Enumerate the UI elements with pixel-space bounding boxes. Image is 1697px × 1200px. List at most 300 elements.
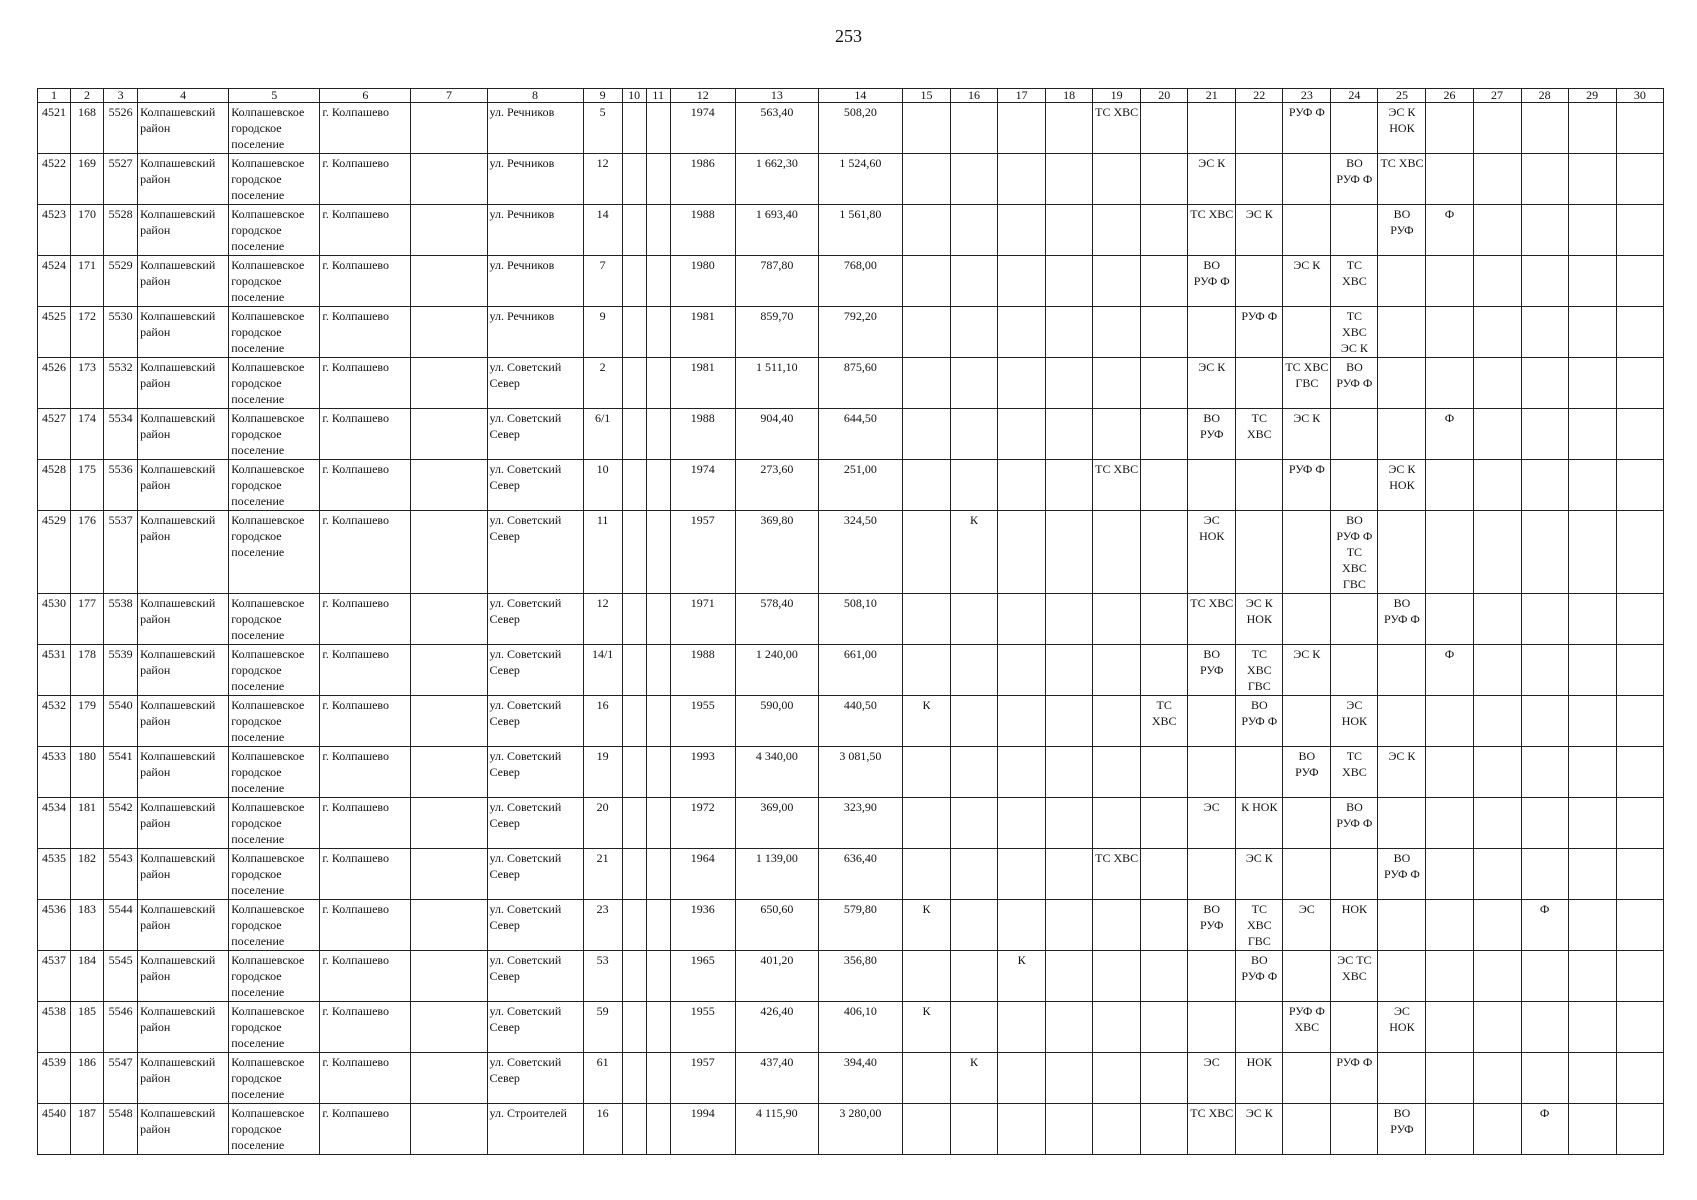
cell-col-20 [1141, 307, 1188, 358]
column-header-24: 24 [1331, 89, 1378, 103]
cell-col-29 [1568, 900, 1616, 951]
cell-col-25 [1378, 358, 1426, 409]
column-header-19: 19 [1093, 89, 1141, 103]
cell-col-27 [1473, 645, 1521, 696]
cell-col-12: 1988 [670, 205, 735, 256]
table-row [38, 900, 1664, 951]
cell-col-27 [1473, 594, 1521, 645]
cell-col-15 [902, 1104, 950, 1155]
cell-col-27 [1473, 103, 1521, 154]
cell-col-8: ул. Строителей [487, 1104, 583, 1155]
cell-col-12: 1964 [670, 849, 735, 900]
cell-col-17: К [998, 951, 1046, 1002]
cell-col-7 [411, 103, 487, 154]
cell-col-19 [1093, 900, 1141, 951]
cell-col-4: Колпашевский район [138, 696, 229, 747]
cell-col-2: 182 [71, 849, 104, 900]
cell-col-17 [998, 696, 1046, 747]
cell-col-30 [1616, 205, 1663, 256]
table-row [38, 696, 1664, 747]
table-row [38, 645, 1664, 696]
column-header-7: 7 [411, 89, 487, 103]
cell-col-15 [902, 307, 950, 358]
cell-col-8: ул. Советский Север [487, 1053, 583, 1104]
cell-col-13: 437,40 [735, 1053, 818, 1104]
cell-col-10 [622, 798, 646, 849]
cell-col-20 [1141, 594, 1188, 645]
cell-col-21 [1188, 103, 1236, 154]
cell-col-19 [1093, 798, 1141, 849]
cell-col-19 [1093, 409, 1141, 460]
cell-col-28 [1521, 594, 1568, 645]
cell-col-4: Колпашевский район [138, 460, 229, 511]
cell-col-12: 1994 [670, 1104, 735, 1155]
cell-col-18 [1046, 154, 1093, 205]
cell-col-2: 184 [71, 951, 104, 1002]
cell-col-3: 5527 [104, 154, 138, 205]
cell-col-2: 179 [71, 696, 104, 747]
cell-col-8: ул. Речников [487, 307, 583, 358]
cell-col-15: К [902, 1002, 950, 1053]
cell-col-5: Колпашевское городское поселение [229, 1053, 320, 1104]
cell-col-21 [1188, 747, 1236, 798]
cell-col-15: К [902, 900, 950, 951]
cell-col-2: 185 [71, 1002, 104, 1053]
cell-col-30 [1616, 1002, 1663, 1053]
cell-col-18 [1046, 594, 1093, 645]
cell-col-12: 1965 [670, 951, 735, 1002]
cell-col-21: ЭС К [1188, 358, 1236, 409]
cell-col-19 [1093, 696, 1141, 747]
cell-col-16 [951, 256, 998, 307]
cell-col-8: ул. Советский Север [487, 511, 583, 594]
cell-col-30 [1616, 1104, 1663, 1155]
cell-col-16 [951, 696, 998, 747]
cell-col-29 [1568, 256, 1616, 307]
cell-col-15 [902, 594, 950, 645]
cell-col-30 [1616, 511, 1663, 594]
cell-col-9: 12 [583, 594, 622, 645]
cell-col-3: 5547 [104, 1053, 138, 1104]
cell-col-21 [1188, 849, 1236, 900]
column-header-2: 2 [71, 89, 104, 103]
table-row [38, 205, 1664, 256]
cell-col-17 [998, 1053, 1046, 1104]
column-header-29: 29 [1568, 89, 1616, 103]
cell-col-7 [411, 1104, 487, 1155]
cell-col-22: ТС ХВС ГВС [1236, 645, 1283, 696]
cell-col-29 [1568, 307, 1616, 358]
table-row [38, 1104, 1664, 1155]
cell-col-22 [1236, 511, 1283, 594]
cell-col-21: ТС ХВС [1188, 205, 1236, 256]
cell-col-10 [622, 951, 646, 1002]
cell-col-13: 650,60 [735, 900, 818, 951]
cell-col-9: 14/1 [583, 645, 622, 696]
cell-col-7 [411, 460, 487, 511]
cell-col-20 [1141, 205, 1188, 256]
cell-col-5: Колпашевское городское поселение [229, 696, 320, 747]
cell-col-4: Колпашевский район [138, 409, 229, 460]
cell-col-22: ЭС К [1236, 205, 1283, 256]
table-row [38, 1002, 1664, 1053]
cell-col-27 [1473, 951, 1521, 1002]
cell-col-5: Колпашевское городское поселение [229, 951, 320, 1002]
cell-col-3: 5537 [104, 511, 138, 594]
cell-col-25: ВО РУФ Ф [1378, 849, 1426, 900]
cell-col-22 [1236, 460, 1283, 511]
cell-col-14: 768,00 [818, 256, 902, 307]
cell-col-14: 661,00 [818, 645, 902, 696]
cell-col-6: г. Колпашево [320, 951, 411, 1002]
cell-col-8: ул. Речников [487, 103, 583, 154]
cell-col-13: 426,40 [735, 1002, 818, 1053]
cell-col-20 [1141, 358, 1188, 409]
cell-col-15 [902, 256, 950, 307]
cell-col-24 [1331, 594, 1378, 645]
cell-col-29 [1568, 951, 1616, 1002]
cell-col-26 [1426, 256, 1473, 307]
cell-col-18 [1046, 307, 1093, 358]
cell-col-12: 1986 [670, 154, 735, 205]
cell-col-26 [1426, 358, 1473, 409]
cell-col-22: К НОК [1236, 798, 1283, 849]
cell-col-28 [1521, 205, 1568, 256]
cell-col-23: ТС ХВС ГВС [1283, 358, 1331, 409]
cell-col-22: НОК [1236, 1053, 1283, 1104]
cell-col-15: К [902, 696, 950, 747]
cell-col-8: ул. Советский Север [487, 951, 583, 1002]
cell-col-6: г. Колпашево [320, 594, 411, 645]
cell-col-27 [1473, 900, 1521, 951]
cell-col-24: ВО РУФ Ф [1331, 798, 1378, 849]
cell-col-26: Ф [1426, 205, 1473, 256]
cell-col-18 [1046, 409, 1093, 460]
cell-col-26 [1426, 594, 1473, 645]
cell-col-20 [1141, 900, 1188, 951]
cell-col-28 [1521, 1002, 1568, 1053]
cell-col-16 [951, 1104, 998, 1155]
cell-col-1: 4531 [38, 645, 71, 696]
cell-col-2: 187 [71, 1104, 104, 1155]
table-row [38, 103, 1664, 154]
cell-col-16 [951, 358, 998, 409]
cell-col-8: ул. Советский Север [487, 696, 583, 747]
cell-col-7 [411, 645, 487, 696]
cell-col-7 [411, 849, 487, 900]
cell-col-16 [951, 747, 998, 798]
cell-col-6: г. Колпашево [320, 511, 411, 594]
cell-col-13: 1 139,00 [735, 849, 818, 900]
cell-col-8: ул. Советский Север [487, 645, 583, 696]
cell-col-17 [998, 900, 1046, 951]
column-header-10: 10 [622, 89, 646, 103]
cell-col-13: 369,80 [735, 511, 818, 594]
cell-col-28 [1521, 849, 1568, 900]
cell-col-18 [1046, 951, 1093, 1002]
cell-col-2: 183 [71, 900, 104, 951]
cell-col-6: г. Колпашево [320, 205, 411, 256]
cell-col-1: 4529 [38, 511, 71, 594]
cell-col-28 [1521, 460, 1568, 511]
cell-col-3: 5542 [104, 798, 138, 849]
cell-col-24: ЭС ТС ХВС [1331, 951, 1378, 1002]
cell-col-23: РУФ Ф [1283, 460, 1331, 511]
cell-col-4: Колпашевский район [138, 154, 229, 205]
cell-col-26 [1426, 1002, 1473, 1053]
cell-col-26 [1426, 460, 1473, 511]
cell-col-22: РУФ Ф [1236, 307, 1283, 358]
cell-col-20 [1141, 511, 1188, 594]
cell-col-12: 1981 [670, 307, 735, 358]
cell-col-1: 4536 [38, 900, 71, 951]
cell-col-30 [1616, 358, 1663, 409]
housing-register-table [37, 88, 1664, 1155]
cell-col-29 [1568, 409, 1616, 460]
column-header-20: 20 [1141, 89, 1188, 103]
cell-col-17 [998, 747, 1046, 798]
cell-col-4: Колпашевский район [138, 103, 229, 154]
cell-col-28 [1521, 645, 1568, 696]
cell-col-4: Колпашевский район [138, 307, 229, 358]
cell-col-19 [1093, 951, 1141, 1002]
cell-col-6: г. Колпашево [320, 154, 411, 205]
cell-col-1: 4526 [38, 358, 71, 409]
cell-col-5: Колпашевское городское поселение [229, 511, 320, 594]
cell-col-25: ЭС К НОК [1378, 460, 1426, 511]
cell-col-24: ЭС НОК [1331, 696, 1378, 747]
cell-col-5: Колпашевское городское поселение [229, 103, 320, 154]
cell-col-10 [622, 460, 646, 511]
cell-col-10 [622, 1053, 646, 1104]
cell-col-12: 1974 [670, 103, 735, 154]
cell-col-9: 20 [583, 798, 622, 849]
cell-col-6: г. Колпашево [320, 696, 411, 747]
cell-col-9: 61 [583, 1053, 622, 1104]
cell-col-28 [1521, 798, 1568, 849]
cell-col-8: ул. Советский Север [487, 460, 583, 511]
cell-col-26 [1426, 900, 1473, 951]
cell-col-18 [1046, 900, 1093, 951]
cell-col-1: 4524 [38, 256, 71, 307]
cell-col-25 [1378, 307, 1426, 358]
cell-col-21 [1188, 307, 1236, 358]
cell-col-17 [998, 256, 1046, 307]
cell-col-15 [902, 205, 950, 256]
cell-col-1: 4532 [38, 696, 71, 747]
cell-col-22 [1236, 747, 1283, 798]
cell-col-5: Колпашевское городское поселение [229, 154, 320, 205]
cell-col-13: 401,20 [735, 951, 818, 1002]
cell-col-29 [1568, 1002, 1616, 1053]
cell-col-19 [1093, 594, 1141, 645]
cell-col-4: Колпашевский район [138, 205, 229, 256]
cell-col-10 [622, 1104, 646, 1155]
cell-col-18 [1046, 747, 1093, 798]
cell-col-14: 440,50 [818, 696, 902, 747]
cell-col-20 [1141, 645, 1188, 696]
cell-col-7 [411, 900, 487, 951]
cell-col-21 [1188, 1002, 1236, 1053]
cell-col-27 [1473, 154, 1521, 205]
cell-col-20 [1141, 849, 1188, 900]
cell-col-6: г. Колпашево [320, 849, 411, 900]
cell-col-7 [411, 154, 487, 205]
cell-col-8: ул. Советский Север [487, 409, 583, 460]
cell-col-15 [902, 154, 950, 205]
cell-col-14: 1 561,80 [818, 205, 902, 256]
column-header-14: 14 [818, 89, 902, 103]
cell-col-19 [1093, 205, 1141, 256]
cell-col-22: ЭС К [1236, 1104, 1283, 1155]
cell-col-30 [1616, 154, 1663, 205]
cell-col-4: Колпашевский район [138, 594, 229, 645]
cell-col-13: 787,80 [735, 256, 818, 307]
column-header-12: 12 [670, 89, 735, 103]
cell-col-22: ЭС К [1236, 849, 1283, 900]
cell-col-7 [411, 409, 487, 460]
cell-col-10 [622, 409, 646, 460]
cell-col-2: 168 [71, 103, 104, 154]
cell-col-30 [1616, 409, 1663, 460]
cell-col-23: ЭС [1283, 900, 1331, 951]
cell-col-10 [622, 747, 646, 798]
cell-col-29 [1568, 460, 1616, 511]
cell-col-13: 904,40 [735, 409, 818, 460]
cell-col-27 [1473, 696, 1521, 747]
cell-col-28: Ф [1521, 1104, 1568, 1155]
cell-col-6: г. Колпашево [320, 103, 411, 154]
cell-col-30 [1616, 849, 1663, 900]
cell-col-16 [951, 103, 998, 154]
cell-col-14: 1 524,60 [818, 154, 902, 205]
cell-col-5: Колпашевское городское поселение [229, 460, 320, 511]
table-row [38, 594, 1664, 645]
cell-col-15 [902, 358, 950, 409]
cell-col-7 [411, 594, 487, 645]
cell-col-19 [1093, 154, 1141, 205]
cell-col-27 [1473, 511, 1521, 594]
cell-col-15 [902, 849, 950, 900]
cell-col-5: Колпашевское городское поселение [229, 1002, 320, 1053]
cell-col-12: 1988 [670, 409, 735, 460]
cell-col-22: ЭС К НОК [1236, 594, 1283, 645]
cell-col-18 [1046, 358, 1093, 409]
cell-col-7 [411, 798, 487, 849]
cell-col-17 [998, 409, 1046, 460]
cell-col-14: 875,60 [818, 358, 902, 409]
cell-col-29 [1568, 205, 1616, 256]
cell-col-12: 1955 [670, 696, 735, 747]
cell-col-6: г. Колпашево [320, 409, 411, 460]
cell-col-11 [646, 696, 670, 747]
table-row [38, 358, 1664, 409]
cell-col-23 [1283, 594, 1331, 645]
cell-col-17 [998, 358, 1046, 409]
cell-col-6: г. Колпашево [320, 460, 411, 511]
cell-col-30 [1616, 951, 1663, 1002]
cell-col-11 [646, 205, 670, 256]
cell-col-25: ВО РУФ [1378, 205, 1426, 256]
column-header-23: 23 [1283, 89, 1331, 103]
cell-col-8: ул. Речников [487, 256, 583, 307]
cell-col-23: ЭС К [1283, 409, 1331, 460]
cell-col-3: 5544 [104, 900, 138, 951]
cell-col-13: 1 511,10 [735, 358, 818, 409]
column-header-30: 30 [1616, 89, 1663, 103]
cell-col-16 [951, 951, 998, 1002]
cell-col-26 [1426, 1053, 1473, 1104]
cell-col-20 [1141, 798, 1188, 849]
cell-col-7 [411, 747, 487, 798]
cell-col-9: 16 [583, 1104, 622, 1155]
cell-col-29 [1568, 849, 1616, 900]
cell-col-21: ЭС К [1188, 154, 1236, 205]
cell-col-17 [998, 511, 1046, 594]
cell-col-18 [1046, 1002, 1093, 1053]
cell-col-24: ТС ХВС ЭС К [1331, 307, 1378, 358]
cell-col-30 [1616, 103, 1663, 154]
cell-col-6: г. Колпашево [320, 307, 411, 358]
cell-col-26 [1426, 307, 1473, 358]
cell-col-2: 169 [71, 154, 104, 205]
cell-col-25 [1378, 1053, 1426, 1104]
cell-col-30 [1616, 645, 1663, 696]
column-header-4: 4 [138, 89, 229, 103]
cell-col-16 [951, 307, 998, 358]
cell-col-25 [1378, 696, 1426, 747]
table-body [38, 103, 1664, 1155]
cell-col-2: 174 [71, 409, 104, 460]
column-header-11: 11 [646, 89, 670, 103]
cell-col-2: 173 [71, 358, 104, 409]
cell-col-29 [1568, 747, 1616, 798]
cell-col-23 [1283, 951, 1331, 1002]
cell-col-30 [1616, 747, 1663, 798]
cell-col-5: Колпашевское городское поселение [229, 747, 320, 798]
cell-col-21: ТС ХВС [1188, 594, 1236, 645]
cell-col-14: 356,80 [818, 951, 902, 1002]
cell-col-23 [1283, 798, 1331, 849]
cell-col-12: 1993 [670, 747, 735, 798]
cell-col-28 [1521, 154, 1568, 205]
cell-col-11 [646, 154, 670, 205]
cell-col-23: ВО РУФ [1283, 747, 1331, 798]
cell-col-24 [1331, 1002, 1378, 1053]
cell-col-10 [622, 205, 646, 256]
cell-col-5: Колпашевское городское поселение [229, 594, 320, 645]
cell-col-20 [1141, 1002, 1188, 1053]
cell-col-8: ул. Речников [487, 205, 583, 256]
cell-col-14: 394,40 [818, 1053, 902, 1104]
cell-col-21: ВО РУФ [1188, 645, 1236, 696]
cell-col-26 [1426, 511, 1473, 594]
cell-col-8: ул. Советский Север [487, 594, 583, 645]
cell-col-23 [1283, 1053, 1331, 1104]
cell-col-11 [646, 900, 670, 951]
cell-col-20: ТС ХВС [1141, 696, 1188, 747]
cell-col-10 [622, 103, 646, 154]
cell-col-17 [998, 1002, 1046, 1053]
cell-col-8: ул. Советский Север [487, 1002, 583, 1053]
cell-col-25: ВО РУФ [1378, 1104, 1426, 1155]
cell-col-5: Колпашевское городское поселение [229, 409, 320, 460]
cell-col-27 [1473, 460, 1521, 511]
cell-col-8: ул. Советский Север [487, 747, 583, 798]
cell-col-28 [1521, 951, 1568, 1002]
cell-col-26 [1426, 1104, 1473, 1155]
cell-col-2: 175 [71, 460, 104, 511]
